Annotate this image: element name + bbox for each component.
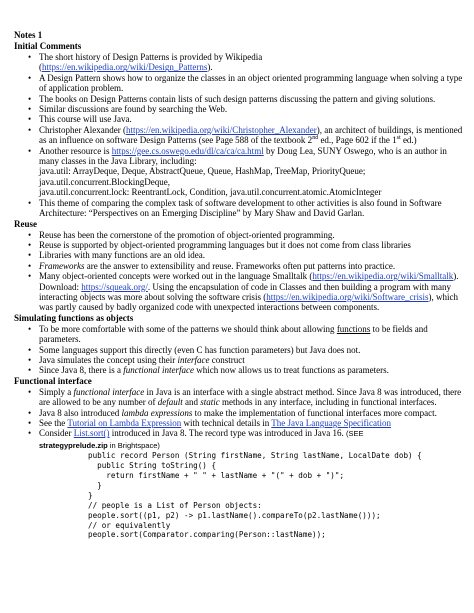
link-list-sort[interactable]: List.sort() (73, 428, 110, 439)
list-item: • Java simulates the concept using their interface construct (14, 355, 466, 365)
link-software-crisis[interactable]: https://en.wikipedia.org/wiki/Software_crisis (266, 291, 429, 302)
section-heading-reuse: Reuse (14, 218, 37, 229)
list-item: • Reuse is supported by object-oriented programming languages but it does not come from class libraries (14, 240, 466, 250)
code-line: } (88, 480, 102, 490)
code-line: people.sort((p1, p2) -> p1.lastName().compareTo(p2.lastName())); (88, 510, 381, 520)
list-item: • Another resource is https://gee.cs.oswego.edu/dl/ca/ca/ca.html by Doug Lea, SUNY Oswego, who is an author in many classes in the Java Library, including: (14, 146, 466, 167)
list-item: • Frameworks are the answer to extensibility and reuse. Frameworks often put patterns into practice. (14, 261, 466, 271)
link-christopher-alexander[interactable]: https://en.wikipedia.org/wiki/Christopher_Alexander (125, 124, 317, 135)
list-item: • Similar discussions are found by searching the Web. (14, 104, 466, 114)
code-line: // people is a List of Person objects: (88, 500, 262, 510)
list-item: • See the Tutorial on Lambda Expression with technical details in The Java Language Specification (14, 418, 466, 428)
list-item: • To be more comfortable with some of the patterns we should think about allowing functions to be fields and parameters. (14, 324, 466, 345)
java-concurrent-line: java.util.concurrent.BlockingDeque, (39, 176, 170, 187)
list-item: • Simply a functional interface in Java is an interface with a single abstract method. Since Java 8 was introduced, there are allowed to be any number of default and static methods in any interface, including in functional interfaces. (14, 387, 466, 408)
list-item: • Christopher Alexander (https://en.wikipedia.org/wiki/Christopher_Alexander), an architect of buildings, is mentioned as an influence on software Design Patterns (see Page 588 of the textbook 2nd ed., Page 602 if the 1st ed.) (14, 125, 466, 146)
functional-interface-list (14, 387, 466, 451)
list-item: • The books on Design Patterns contain lists of such design patterns discussing the pattern and giving solutions. (14, 94, 466, 104)
list-item: • A Design Pattern shows how to organize the classes in an object oriented programming language when solving a type of application problem. (14, 73, 466, 94)
list-item: • Libraries with many functions are an old idea. (14, 250, 466, 260)
link-doug-lea[interactable]: https://gee.cs.oswego.edu/dl/ca/ca/ca.html (111, 145, 264, 156)
section-heading-initial-comments: Initial Comments (14, 41, 82, 51)
code-line: public String toString() { (88, 461, 217, 471)
notes-title: Notes 1 (14, 30, 43, 40)
java-util-line: java.util: ArrayDeque, Deque, AbstractQueue, Queue, HashMap, TreeMap, PriorityQueue; (39, 166, 366, 177)
link-lambda-tutorial[interactable]: Tutorial on Lambda Expression (67, 418, 182, 428)
link-wikipedia-design-patterns[interactable]: https://en.wikipedia.org/wiki/Design_Patterns (42, 62, 208, 73)
initial-comments-list (14, 52, 466, 166)
list-item: • Some languages support this directly (even C has function parameters) but Java does not. (14, 345, 466, 355)
link-smalltalk[interactable]: https://en.wikipedia.org/wiki/Smalltalk (312, 271, 454, 282)
list-item: • Java 8 also introduced lambda expressions to make the implementation of functional interfaces more compact. (14, 408, 466, 418)
list-item: • Consider List.sort() introduced in Java 8. The record type was introduced in Java 16. (SEE strategyprelude.zip in Brightspace) (14, 428, 466, 451)
link-squeak[interactable]: https://squeak.org/ (81, 281, 148, 292)
code-line: return firstName + " " + lastName + "(" + dob + ")"; (88, 471, 345, 481)
code-line: // or equivalently (88, 520, 171, 530)
section-heading-simulating-functions: Simulating functions as objects (14, 312, 134, 323)
link-java-language-spec[interactable]: The Java Language Specification (271, 418, 391, 428)
list-item: • This course will use Java. (14, 114, 466, 124)
code-line: people.sort(Comparator.comparing(Person::lastName)); (88, 530, 326, 540)
list-item: • This theme of comparing the complex task of software development to other activities is also found in Software Architecture: “Perspectives on an Emerging Discipline” by Mary Shaw and David Garlan. (14, 198, 466, 219)
java-lock-line: java.util.concurrent.lock: ReentrantLock, Condition, java.util.concurrent.atomic.AtomicInteger (39, 187, 382, 198)
list-item: • Since Java 8, there is a functional interface which now allows us to treat functions as parameters. (14, 365, 466, 375)
section-heading-functional-interface: Functional interface (14, 375, 92, 386)
list-item: • Many object-oriented concepts were worked out in the language Smalltalk (https://en.wikipedia.org/wiki/Smalltalk). Download: https://squeak.org/. Using the encapsulation of code in Classes and then building a program with many interacting objects was more about solving the software crisis (https://en.wikipedia.org/wiki/Software_crisis), which was partly caused by badly organized code with unexpected interactions between components. (14, 271, 466, 313)
code-block (88, 451, 466, 540)
list-item: • Reuse has been the cornerstone of the promotion of object-oriented programming. (14, 230, 466, 240)
code-line: } (88, 490, 93, 500)
list-item: • The short history of Design Patterns is provided by Wikipedia (https://en.wikipedia.org/wiki/Design_Patterns). (14, 52, 466, 73)
simulating-functions-list (14, 324, 466, 376)
document-page (14, 30, 466, 540)
code-line: public record Person (String firstName, String lastName, LocalDate dob) { (88, 451, 422, 461)
reuse-list (14, 230, 466, 313)
